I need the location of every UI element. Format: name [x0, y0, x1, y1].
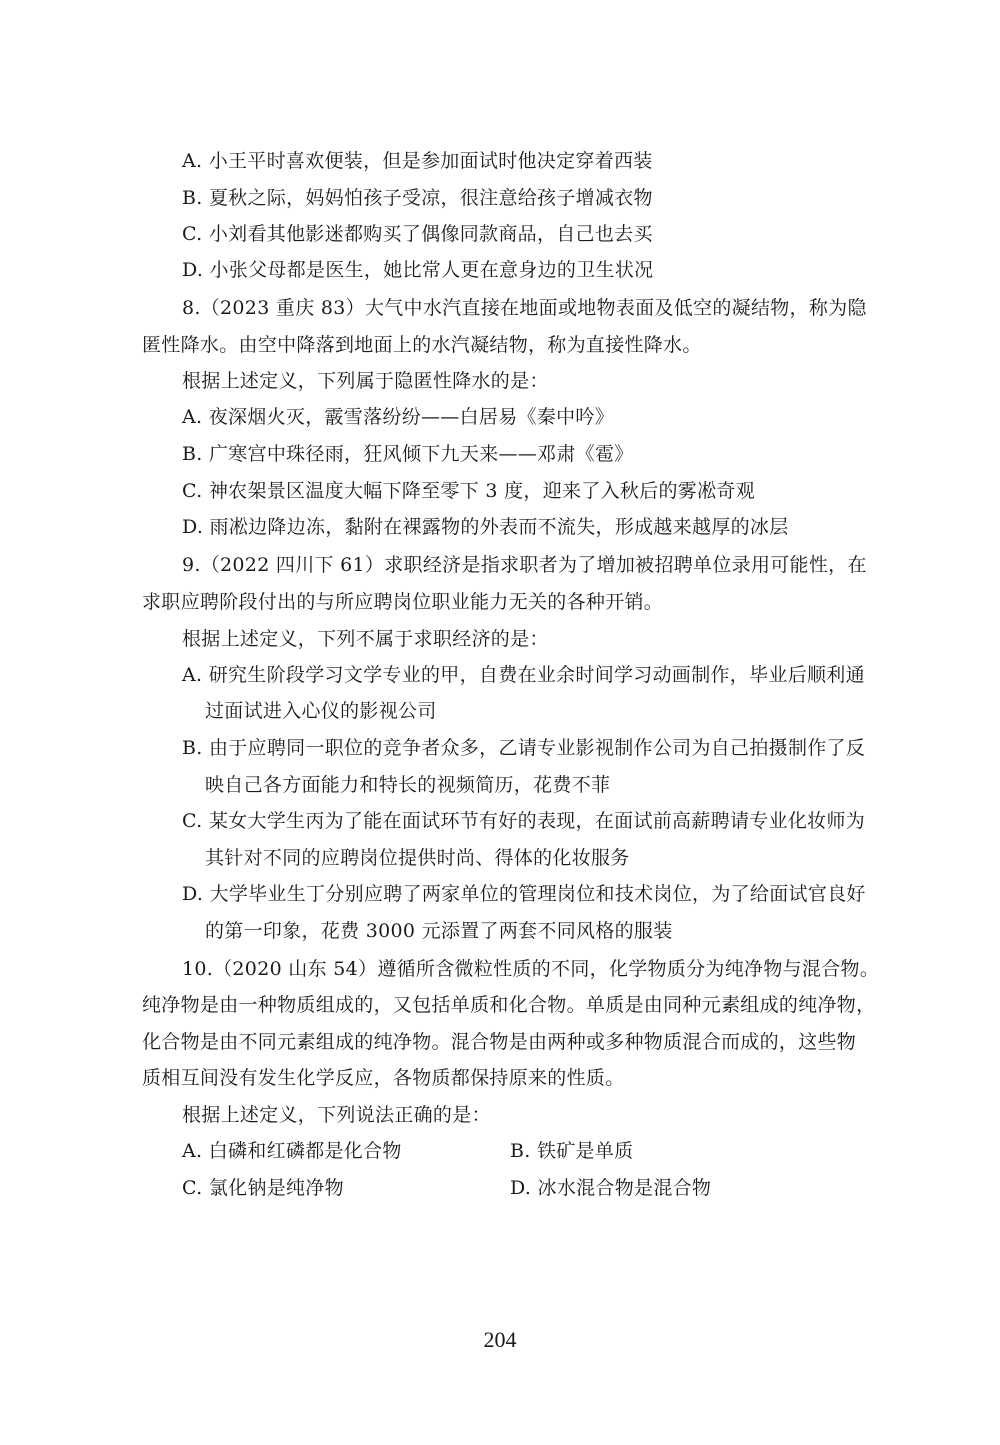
q9-option-c-line-2: 其针对不同的应聘岗位提供时尚、得体的化妆服务	[205, 847, 630, 869]
q10-option-c: C. 氯化钠是纯净物	[182, 1177, 344, 1199]
prev-option-b: B. 夏秋之际，妈妈怕孩子受凉，很注意给孩子增减衣物	[182, 187, 653, 209]
q10-option-a: A. 白磷和红磷都是化合物	[182, 1140, 402, 1162]
q10-stem-line-2: 纯净物是由一种物质组成的，又包括单质和化合物。单质是由同种元素组成的纯净物，	[142, 994, 876, 1016]
q9-option-b-line-2: 映自己各方面能力和特长的视频简历，花费不菲	[205, 774, 611, 796]
q8-prompt: 根据上述定义，下列属于隐匿性降水的是：	[182, 370, 549, 392]
q9-stem-line-1: 9.（2022 四川下 61）求职经济是指求职者为了增加被招聘单位录用可能性，在	[182, 554, 867, 576]
prev-option-d: D. 小张父母都是医生，她比常人更在意身边的卫生状况	[182, 259, 654, 281]
q10-stem-line-3: 化合物是由不同元素组成的纯净物。混合物是由两种或多种物质混合而成的，这些物	[142, 1031, 857, 1053]
q8-stem-line-1: 8.（2023 重庆 83）大气中水汽直接在地面或地物表面及低空的凝结物，称为隐	[182, 297, 867, 319]
q10-stem-line-1: 10.（2020 山东 54）遵循所含微粒性质的不同，化学物质分为纯净物与混合物。	[182, 958, 880, 980]
prev-option-c: C. 小刘看其他影迷都购买了偶像同款商品，自己也去买	[182, 223, 653, 245]
q10-prompt: 根据上述定义，下列说法正确的是：	[182, 1104, 491, 1126]
q10-stem-line-4: 质相互间没有发生化学反应，各物质都保持原来的性质。	[142, 1067, 625, 1089]
q8-option-b: B. 广寒宫中珠径雨，狂风倾下九天来——邓肃《雹》	[182, 443, 634, 465]
q8-stem-line-2: 匿性降水。由空中降落到地面上的水汽凝结物，称为直接性降水。	[142, 334, 702, 356]
q9-stem-line-2: 求职应聘阶段付出的与所应聘岗位职业能力无关的各种开销。	[142, 591, 664, 613]
q9-option-a-line-1: A. 研究生阶段学习文学专业的甲，自费在业余时间学习动画制作，毕业后顺利通	[182, 664, 865, 686]
q9-option-d-line-1: D. 大学毕业生丁分别应聘了两家单位的管理岗位和技术岗位，为了给面试官良好	[182, 883, 866, 905]
prev-option-a: A. 小王平时喜欢便装，但是参加面试时他决定穿着西装	[182, 150, 653, 172]
page-number: 204	[483, 1327, 517, 1352]
q9-option-c-line-1: C. 某女大学生丙为了能在面试环节有好的表现，在面试前高薪聘请专业化妆师为	[182, 810, 866, 832]
q8-option-c: C. 神农架景区温度大幅下降至零下 3 度，迎来了入秋后的雾凇奇观	[182, 480, 756, 502]
q10-option-d: D. 冰水混合物是混合物	[510, 1177, 712, 1199]
q9-option-d-line-2: 的第一印象，花费 3000 元添置了两套不同风格的服装	[205, 920, 673, 942]
q10-option-b: B. 铁矿是单质	[510, 1140, 634, 1162]
q8-option-a: A. 夜深烟火灭，霰雪落纷纷——白居易《秦中吟》	[182, 406, 615, 428]
q9-option-a-line-2: 过面试进入心仪的影视公司	[205, 700, 437, 722]
q9-prompt: 根据上述定义，下列不属于求职经济的是：	[182, 628, 549, 650]
q9-option-b-line-1: B. 由于应聘同一职位的竞争者众多，乙请专业影视制作公司为自己拍摄制作了反	[182, 737, 866, 759]
q8-option-d: D. 雨凇边降边冻，黏附在裸露物的外表而不流失，形成越来越厚的冰层	[182, 516, 789, 538]
